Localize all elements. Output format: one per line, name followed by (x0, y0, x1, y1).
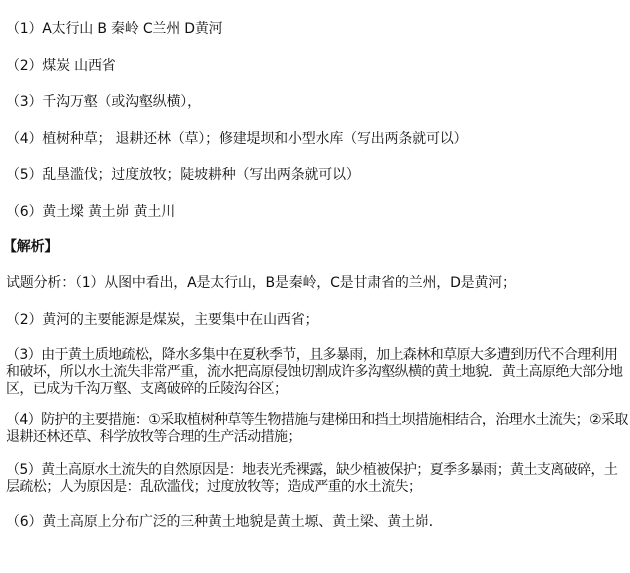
analysis-line-2: （2）黄河的主要能源是煤炭，主要集中在山西省； (6, 312, 319, 328)
analysis-line-1: 试题分析：（1）从图中看出，A是太行山，B是秦岭，C是甘肃省的兰州，D是黄河； (6, 275, 516, 291)
analysis-paragraph-4: （4）防护的主要措施：①采取植树种草等生物措施与建梯田和挡土坝措施相结合，治理水土流失；②采取退耕还林还草、科学放牧等合理的生产活动措施； (6, 412, 628, 445)
answer-line-1: （1）A太行山 B 秦岭 C兰州 D黄河 (6, 21, 223, 37)
analysis-line-6: （6）黄土高原上分布广泛的三种黄土地貌是黄土塬、黄土梁、黄土峁． (6, 514, 443, 530)
answer-line-6: （6）黄土墚 黄土峁 黄土川 (6, 204, 176, 220)
analysis-paragraph-5: （5）黄土高原水土流失的自然原因是：地表光秃裸露，缺少植被保护；夏季多暴雨；黄土支离破碎，土层疏松；人为原因是：乱砍滥伐；过度放牧等；造成严重的水土流失； (6, 462, 618, 495)
answer-line-5: （5）乱垦滥伐；过度放牧；陡坡耕种（写出两条就可以） (6, 167, 360, 183)
analysis-title: 【解析】 (3, 239, 59, 255)
analysis-paragraph-3: （3）由于黄土质地疏松，降水多集中在夏秋季节，且多暴雨，加上森林和草原大多遭到历代不合理利用和破坏，所以水土流失非常严重，流水把高原侵蚀切割成许多沟壑纵横的黄土地貌．黄土高原绝大部分地区，已成为千沟万壑、支离破碎的丘陵沟谷区； (6, 347, 623, 397)
answer-line-3: （3）千沟万壑（或沟壑纵横）， (6, 94, 201, 110)
answer-line-2: （2）煤炭 山西省 (6, 58, 116, 74)
answer-line-4: （4）植树种草； 退耕还林（草）；修建堤坝和小型水库（写出两条就可以） (6, 131, 468, 147)
